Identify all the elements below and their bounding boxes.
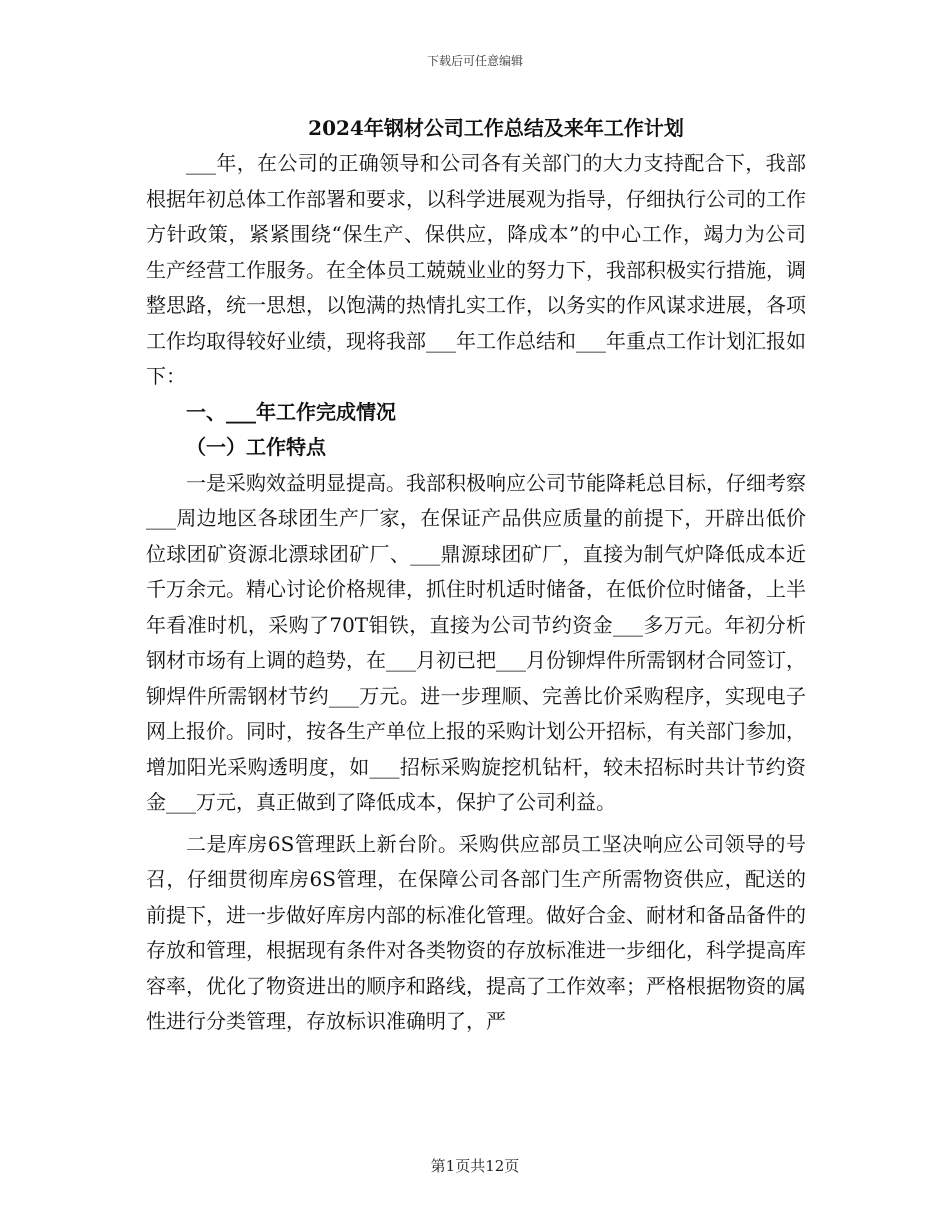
document-title: 2024年钢材公司工作总结及来年工作计划 bbox=[308, 116, 684, 140]
body-paragraph-procurement: 一是采购效益明显提高。我部积极响应公司节能降耗总目标，仔细考察___周边地区各球团生产厂家，在保证产品供应质量的前提下，开辟出低价位球团矿资源北漂球团矿厂、___鼎源球团矿厂，直接为制气炉降低成本近千万余元。精心讨论价格规律，抓住时机适时储备，在低价位时储备，上半年看准时机，采购了70T钼铁，直接为公司节约资金___多万元。年初分析钢材市场有上调的趋势，在___月初已把___月份铆焊件所需钢材合同签订，铆焊件所需钢材节约___万元。进一步理顺、完善比价采购程序，实现电子网上报价。同时，按各生产单位上报的采购计划公开招标，有关部门参加，增加阳光采购透明度，如___招标采购旋挖机钻杆，较未招标时共计节约资金___万元，真正做到了降低成本，保护了公司利益。 bbox=[146, 470, 806, 814]
subsection-heading: （一）工作特点 bbox=[186, 435, 326, 459]
page-footer-number: 第1页共12页 bbox=[430, 1157, 520, 1175]
document-body bbox=[146, 110, 806, 1040]
body-paragraph-warehouse: 二是库房6S管理跃上新台阶。采购供应部员工坚决响应公司领导的号召，仔细贯彻库房6S管理，在保障公司各部门生产所需物资供应，配送的前提下，进一步做好库房内部的标准化管理。做好合金、耐材和备品备件的存放和管理，根据现有条件对各类物资的存放标准进一步细化，科学提高库容率，优化了物资进出的顺序和路线，提高了工作效率；严格根据物资的属性进行分类管理，存放标识准确明了，严 bbox=[146, 831, 806, 1033]
intro-paragraph: ___年，在公司的正确领导和公司各有关部门的大力支持配合下，我部根据年初总体工作部署和要求，以科学进展观为指导，仔细执行公司的工作方针政策，紧紧围绕“保生产、保供应，降成本”的中心工作，竭力为公司生产经营工作服务。在全体员工兢兢业业的努力下，我部积极实行措施，调整思路，统一思想，以饱满的热情扎实工作，以务实的作风谋求进展，各项工作均取得较好业绩，现将我部___年工作总结和___年重点工作计划汇报如下： bbox=[146, 151, 806, 388]
section-heading: 一、___年工作完成情况 bbox=[186, 399, 396, 424]
page-header-note: 下载后可任意编辑 bbox=[426, 54, 523, 68]
